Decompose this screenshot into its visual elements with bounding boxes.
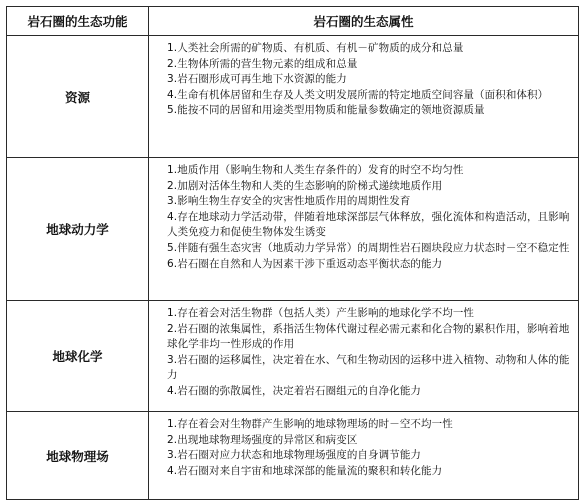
table-row [7, 36, 579, 158]
table-row [7, 158, 579, 301]
attributes-cell [149, 158, 579, 301]
attribute-item: 4.生命有机体居留和生存及人类文明发展所需的特定地质空间容量（面积和体积） [167, 88, 549, 101]
attribute-item: 4.岩石圈对来自宇宙和地球深部的能量流的聚积和转化能力 [167, 464, 443, 477]
attributes-cell [149, 412, 579, 500]
attribute-item: 3.岩石圈的运移属性，决定着在水、气和生物动因的运移中进入植物、动物和人体的能力 [167, 353, 570, 382]
ecological-function-table [6, 6, 579, 500]
table-row [7, 301, 579, 412]
attributes-cell [149, 301, 579, 412]
table-row [7, 412, 579, 500]
column-header-attributes: 岩石圈的生态属性 [149, 7, 579, 36]
function-cell: 地球物理场 [7, 412, 149, 500]
attribute-item: 4.岩石圈的弥散属性，决定着岩石圈组元的自净化能力 [167, 384, 422, 397]
attribute-item: 3.岩石圈形成可再生地下水资源的能力 [167, 73, 347, 86]
table-header-row [7, 7, 579, 36]
attribute-item: 2.出现地球物理场强度的异常区和病变区 [167, 433, 358, 446]
function-cell: 地球化学 [7, 301, 149, 412]
attribute-item: 3.影响生物生存安全的灾害性地质作用的周期性发育 [167, 195, 411, 208]
attribute-item: 5.能按不同的居留和用途类型用物质和能量参数确定的领地资源质量 [167, 104, 485, 117]
attribute-item: 1.人类社会所需的矿物质、有机质、有机－矿物质的成分和总量 [167, 42, 464, 54]
attribute-item: 1.地质作用（影响生物和人类生存条件的）发育的时空不均匀性 [167, 164, 464, 176]
attribute-item: 2.生物体所需的营生物元素的组成和总量 [167, 57, 358, 70]
attribute-item: 2.岩石圈的浓集属性，系指活生物体代谢过程必需元素和化合物的累积作用，影响着地球化学非均一性形成的作用 [167, 322, 570, 351]
function-cell: 资源 [7, 36, 149, 158]
attribute-item: 1.存在着会对活生物群（包括人类）产生影响的地球化学不均一性 [167, 307, 475, 319]
attribute-item: 4.存在地球动力学活动带，伴随着地球深部层气体释放，强化流体和构造活动，且影响人类免疫力和促使生物体发生诱变 [167, 210, 570, 239]
attributes-cell [149, 36, 579, 158]
document-page [6, 6, 578, 500]
attribute-item: 3.岩石圈对应力状态和地球物理场强度的自身调节能力 [167, 449, 422, 462]
attribute-item: 2.加剧对活体生物和人类的生态影响的阶梯式递续地质作用 [167, 179, 443, 192]
attribute-item: 5.伴随有强生态灾害（地质动力学异常）的周期性岩石圈块段应力状态时－空不稳定性 [167, 241, 570, 254]
column-header-function: 岩石圈的生态功能 [7, 7, 149, 36]
attribute-item: 6.岩石圈在自然和人为因素干涉下重返动态平衡状态的能力 [167, 257, 443, 270]
function-cell: 地球动力学 [7, 158, 149, 301]
attribute-item: 1.存在着会对生物群产生影响的地球物理场的时－空不均一性 [167, 418, 453, 430]
